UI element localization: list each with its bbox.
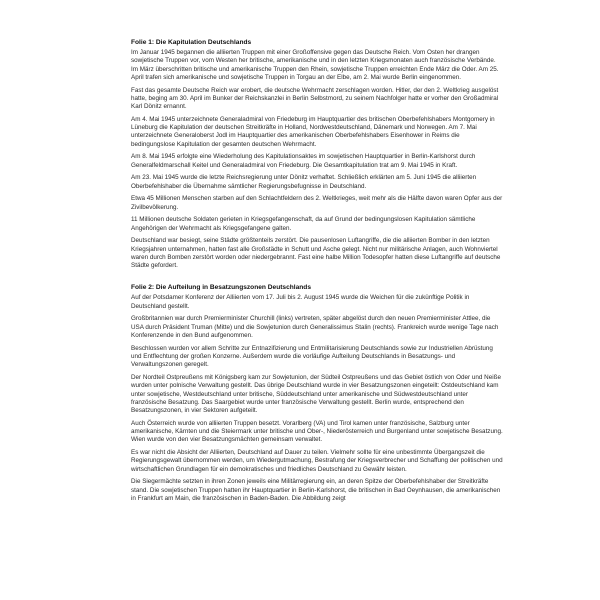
paragraph: Am 23. Mai 1945 wurde die letzte Reichsregierung unter Dönitz verhaftet. Schließlich erklärten am 5. Juni 1945 die alliierten Oberbefehlshaber die Übernahme sämtlicher Regierungsbefugnisse in Deutschland.	[131, 174, 477, 190]
paragraph: Großbritannien war durch Premierminister Churchill (links) vertreten, später abgelöst durch den neuen Premierminister Attlee, die USA durch Präsident Truman (Mitte) und die Sowjetunion durch Generalissimus Stalin (rechts). Frankreich wurde wenige Tage nach Konferenzende in den Bund aufgenommen.	[131, 315, 499, 340]
section-besatzungszonen	[131, 283, 503, 503]
paragraph: Deutschland war besiegt, seine Städte größtenteils zerstört. Die pausenlosen Luftangriffe, die die alliierten Bomber in den letzten Kriegsjahren unternahmen, hatten fast alle Großstädte in Schutt und Asche gelegt. Nicht nur militärische Anlagen, auch Wohnviertel waren durch Bomben zerstört worden oder niedergebrannt. Fast eine halbe Million Todesopfer hatten diese Luftangriffe auf deutsche Städte gefordert.	[131, 237, 501, 270]
paragraph: Im Januar 1945 begannen die alliierten Truppen mit einer Großoffensive gegen das Deutsche Reich. Vom Osten her drangen sowjetische Truppen vor, vom Westen her britische, amerikanische und in den letzten Kriegsmonaten auch französische Verbände. Im März überschritten britische und amerikanische Truppen den Rhein, sowjetische Truppen erreichten Ende März die Oder. Am 25. April trafen sich amerikanische und sowjetische Truppen in Torgau an der Elbe, am 2. Mai wurde Berlin eingenommen.	[131, 49, 499, 81]
paragraph: Auf der Potsdamer Konferenz der Alliierten vom 17. Juli bis 2. August 1945 wurde die Weichen für die zukünftige Politik in Deutschland gestellt.	[131, 294, 470, 310]
paragraph: Am 8. Mai 1945 erfolgte eine Wiederholung des Kapitulationsaktes im sowjetischen Hauptquartier in Berlin-Karlshorst durch Generalfeldmarschall Keitel und Generaladmiral von Friedeburg. Die Gesamtkapitulation trat am 9. Mai 1945 in Kraft.	[131, 153, 476, 169]
paragraph: Auch Österreich wurde von alliierten Truppen besetzt. Vorarlberg (VA) und Tirol kamen unter französische, Salzburg unter amerikanische, Kärnten und die Steiermark unter britische und Ober-, Niederösterreich und Burgenland unter sowjetische Besatzung. Wien wurde von den vier Besatzungsmächten gemeinsam verwaltet.	[131, 419, 503, 444]
paragraph: Beschlossen wurden vor allem Schritte zur Entnazifizierung und Entmilitarisierung Deutschlands sowie zur Industriellen Abrüstung und Entflechtung der großen Konzerne. Außerdem wurde die vorläufige Aufteilung Deutschlands in Besatzungs- und Verwaltungszonen geregelt.	[131, 344, 493, 369]
paragraph: Der Nordteil Ostpreußens mit Königsberg kam zur Sowjetunion, der Südteil Ostpreußens und das Gebiet östlich von Oder und Neiße wurden unter polnische Verwaltung gestellt. Das übrige Deutschland wurde in vier Besatzungszonen eingeteilt: Ostdeutschland kam unter sowjetische, Westdeutschland unter britische, Süddeutschland unter amerikanische und Südwestdeutschland unter französische Besatzung. Das Saargebiet wurde unter französische Verwaltung gestellt. Berlin wurde, entsprechend den Besatzungszonen, in vier Sektoren aufgeteilt.	[131, 374, 501, 415]
paragraph: Es war nicht die Absicht der Alliierten, Deutschland auf Dauer zu teilen. Vielmehr sollte für eine unbestimmte Übergangszeit die Regierungsgewalt übernommen werden, um Wiedergutmachung, Bestrafung der Kriegsverbrecher und Schaffung der politischen und wirtschaftlichen Grundlagen für ein demokratisches und friedliches Deutschland zu Gewähr leisten.	[131, 449, 503, 473]
document-page	[131, 38, 503, 508]
paragraph: Etwa 45 Millionen Menschen starben auf den Schlachtfeldern des 2. Weltkrieges, weit mehr als die Hälfte davon waren Opfer aus der Zivilbevölkerung.	[131, 195, 503, 211]
section-title: Folie 1: Die Kapitulation Deutschlands	[131, 39, 252, 46]
paragraph: Am 4. Mai 1945 unterzeichnete Generaladmiral von Friedeburg im Hauptquartier des britischen Oberbefehlshabers Montgomery in Lüneburg die Kapitulation der deutschen Streitkräfte in Holland, Nordwestdeutschland, Dänemark und Norwegen. Am 7. Mai unterzeichnete Generaloberst Jodl im Hauptquartier des amerikanischen Oberbefehlshabers Eisenhower in Reims die bedingungslose Kapitulation der gesamten deutschen Wehrmacht.	[131, 115, 495, 148]
paragraph: Die Siegermächte setzten in ihren Zonen jeweils eine Militärregierung ein, an deren Spitze der Oberbefehlshaber der Streitkräfte stand. Die sowjetischen Truppen hatten ihr Hauptquartier in Berlin-Karlshorst, die britischen in Bad Oeynhausen, die amerikanischen in Frankfurt am Main, die französischen in Baden-Baden. Die Abbildung zeigt	[131, 478, 501, 503]
section-spacer	[131, 275, 503, 284]
section-kapitulation	[131, 38, 503, 271]
paragraph: 11 Millionen deutsche Soldaten gerieten in Kriegsgefangenschaft, da auf Grund der bedingungslosen Kapitulation sämtliche Angehörigen der Wehrmacht als Kriegsgefangene galten.	[131, 216, 476, 232]
paragraph: Fast das gesamte Deutsche Reich war erobert, die deutsche Wehrmacht zerschlagen worden. Hitler, der den 2. Weltkrieg ausgelöst hatte, beging am 30. April im Bunker der Reichskanzlei in Berlin Selbstmord, zu seinem Nachfolger hatte er vorher den Großadmiral Karl Dönitz ernannt.	[131, 86, 499, 111]
section-title: Folie 2: Die Aufteilung in Besatzungszonen Deutschlands	[131, 284, 312, 292]
